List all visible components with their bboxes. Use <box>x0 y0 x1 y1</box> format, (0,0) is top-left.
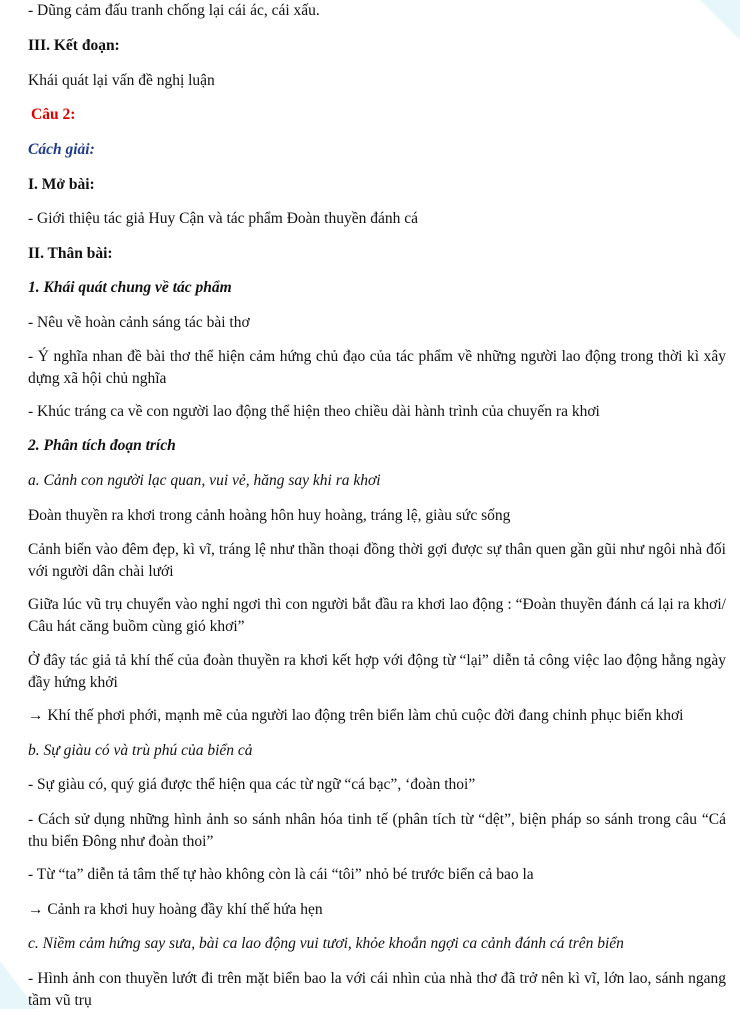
text-conclusion-arrow-1: → Khí thế phơi phới, mạnh mẽ của người lao động trên biển làm chủ cuộc đời đang chinh phục biển khơi <box>28 707 684 724</box>
bullet-courage: - Dũng cảm đấu tranh chống lại cái ác, cái xấu. <box>28 2 320 19</box>
heading-mo-bai: I. Mở bài: <box>28 176 95 193</box>
bullet-khuc-trang-ca: - Khúc tráng ca về con người lao động thể hiện theo chiều dài hành trình của chuyến ra khơi <box>28 403 600 420</box>
bullet-y-nghia-nhan-de: - Ý nghĩa nhan đề bài thơ thể hiện cảm hứng chủ đạo của tác phẩm về những người lao động trong thời kì xây dựng xã hội chủ nghĩa <box>28 348 726 387</box>
solution-label: Cách giải: <box>28 141 95 158</box>
text-khi-the: Ở đây tác giả tả khí thế của đoàn thuyền ra khơi kết hợp với động từ “lại” diễn tả công việc lao động hằng ngày đầy hứng khởi <box>28 652 726 691</box>
subheading-khai-quat-chung: 1. Khái quát chung về tác phẩm <box>28 279 232 296</box>
bullet-intro-author: - Giới thiệu tác giả Huy Cận và tác phẩm Đoàn thuyền đánh cá <box>28 210 418 227</box>
heading-ket-doan: III. Kết đoạn: <box>28 37 120 54</box>
bullet-so-sanh: - Cách sử dụng những hình ảnh so sánh nhân hóa tinh tế (phân tích từ “dệt”, biện pháp so sánh trong câu “Cá thu biển Đông như đoàn thoi” <box>28 811 726 850</box>
bullet-tu-ta: - Từ “ta” diễn tả tâm thế tự hào không còn là cái “tôi” nhỏ bé trước biển cả bao la <box>28 866 534 883</box>
subheading-phan-tich: 2. Phân tích đoạn trích <box>28 437 176 454</box>
text-khai-quat: Khái quát lại vấn đề nghị luận <box>28 72 215 89</box>
subheading-c: c. Niềm cảm hứng say sưa, bài ca lao động vui tươi, khỏe khoắn ngợi ca cảnh đánh cá trên biển <box>28 935 624 952</box>
bullet-con-thuyen: - Hình ảnh con thuyền lướt đi trên mặt biển bao la với cái nhìn của nhà thơ đã trở nên kì vĩ, lớn lao, sánh ngang tầm vũ trụ <box>28 970 726 1009</box>
heading-than-bai: II. Thân bài: <box>28 245 113 262</box>
question-2-label: Câu 2: <box>31 106 76 123</box>
subheading-a: a. Cảnh con người lạc quan, vui vẻ, hăng say khi ra khơi <box>28 472 381 489</box>
bullet-giau-co: - Sự giàu có, quý giá được thể hiện qua các từ ngữ “cá bạc”, ‘đoàn thoi” <box>28 776 476 793</box>
text-canh-bien: Cảnh biển vào đêm đẹp, kì vĩ, tráng lệ như thần thoại đồng thời gợi được sự thân quen gần gũi như ngôi nhà đối với người dân chài lưới <box>28 541 726 580</box>
text-conclusion-arrow-2: → Cảnh ra khơi huy hoàng đầy khí thế hứa hẹn <box>28 901 323 918</box>
text-vu-tru: Giữa lúc vũ trụ chuyển vào nghỉ ngơi thì con người bắt đầu ra khơi lao động : “Đoàn thuyền đánh cá lại ra khơi/ Câu hát căng buồm cùng gió khơi” <box>28 596 726 635</box>
text-hoang-hon: Đoàn thuyền ra khơi trong cảnh hoàng hôn huy hoàng, tráng lệ, giàu sức sống <box>28 507 511 524</box>
bullet-hoan-canh: - Nêu về hoàn cảnh sáng tác bài thơ <box>28 314 250 331</box>
subheading-b: b. Sự giàu có và trù phú của biển cả <box>28 742 253 759</box>
